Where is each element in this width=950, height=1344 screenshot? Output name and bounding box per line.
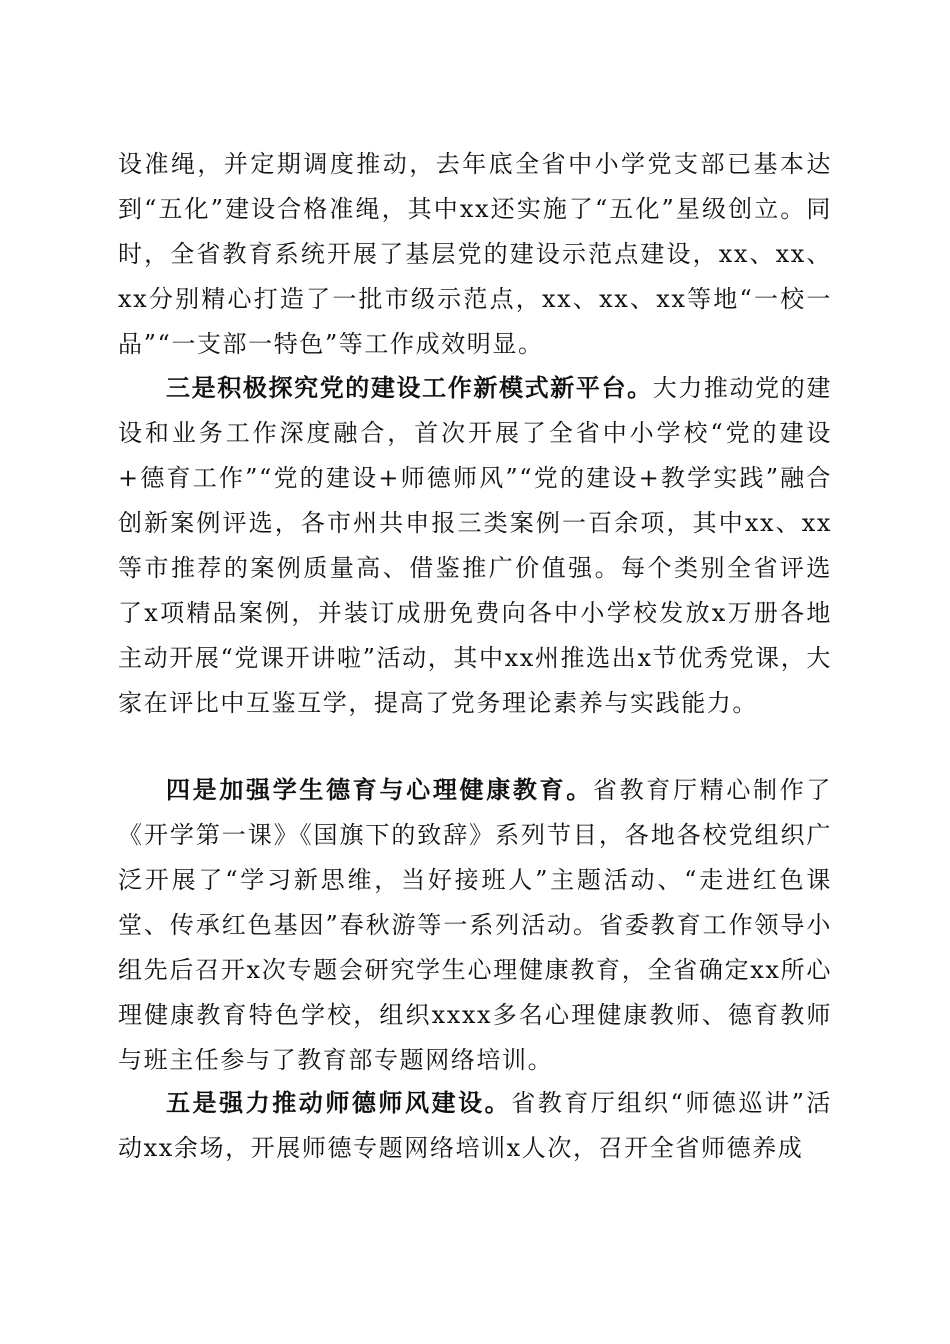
paragraph-text: 设准绳，并定期调度推动，去年底全省中小学党支部已基本达到“五化”建设合格准绳，其中xx还实施了“五化”星级创立。同时，全省教育系统开展了基层党的建设示范点建设，xx、xx、xx分别精心打造了一批市级示范点，xx、xx、xx等地“一校一品”“一支部一特色”等工作成效明显。 bbox=[118, 150, 832, 358]
paragraph-text: 省教育厅组织“师德巡讲”活动xx余场，开展师德专题网络培训x人次，召开全省师德养成 bbox=[118, 1089, 832, 1162]
paragraph-moral-mental-health bbox=[118, 768, 832, 1083]
paragraph-lead-heading: 四是加强学生德育与心理健康教育。 bbox=[166, 776, 593, 804]
paragraph-party-building-model bbox=[118, 366, 832, 726]
paragraph-text: 大力推动党的建设和业务工作深度融合，首次开展了全省中小学校“党的建设+德育工作”“党的建设+师德师风”“党的建设+教学实践”融合创新案例评选，各市州共申报三类案例一百余项，其中xx、xx等市推荐的案例质量高、借鉴推广价值强。每个类别全省评选了x项精品案例，并装订成册免费向各中小学校发放x万册各地主动开展“党课开讲啦”活动，其中xx州推选出x节优秀党课，大家在评比中互鉴互学，提高了党务理论素养与实践能力。 bbox=[118, 374, 832, 717]
paragraph-continued bbox=[118, 142, 832, 367]
paragraph-text: 省教育厅精心制作了《开学第一课》《国旗下的致辞》系列节目，各地各校党组织广泛开展了“学习新思维，当好接班人”主题活动、“走进红色课堂、传承红色基因”春秋游等一系列活动。省委教育工作领导小组先后召开x次专题会研究学生心理健康教育，全省确定xx所心理健康教育特色学校，组织xxxx多名心理健康教师、德育教师与班主任参与了教育部专题网络培训。 bbox=[118, 776, 832, 1074]
paragraph-lead-heading: 五是强力推动师德师风建设。 bbox=[166, 1089, 512, 1117]
paragraph-teacher-ethics bbox=[118, 1081, 832, 1171]
paragraph-lead-heading: 三是积极探究党的建设工作新模式新平台。 bbox=[166, 374, 653, 402]
